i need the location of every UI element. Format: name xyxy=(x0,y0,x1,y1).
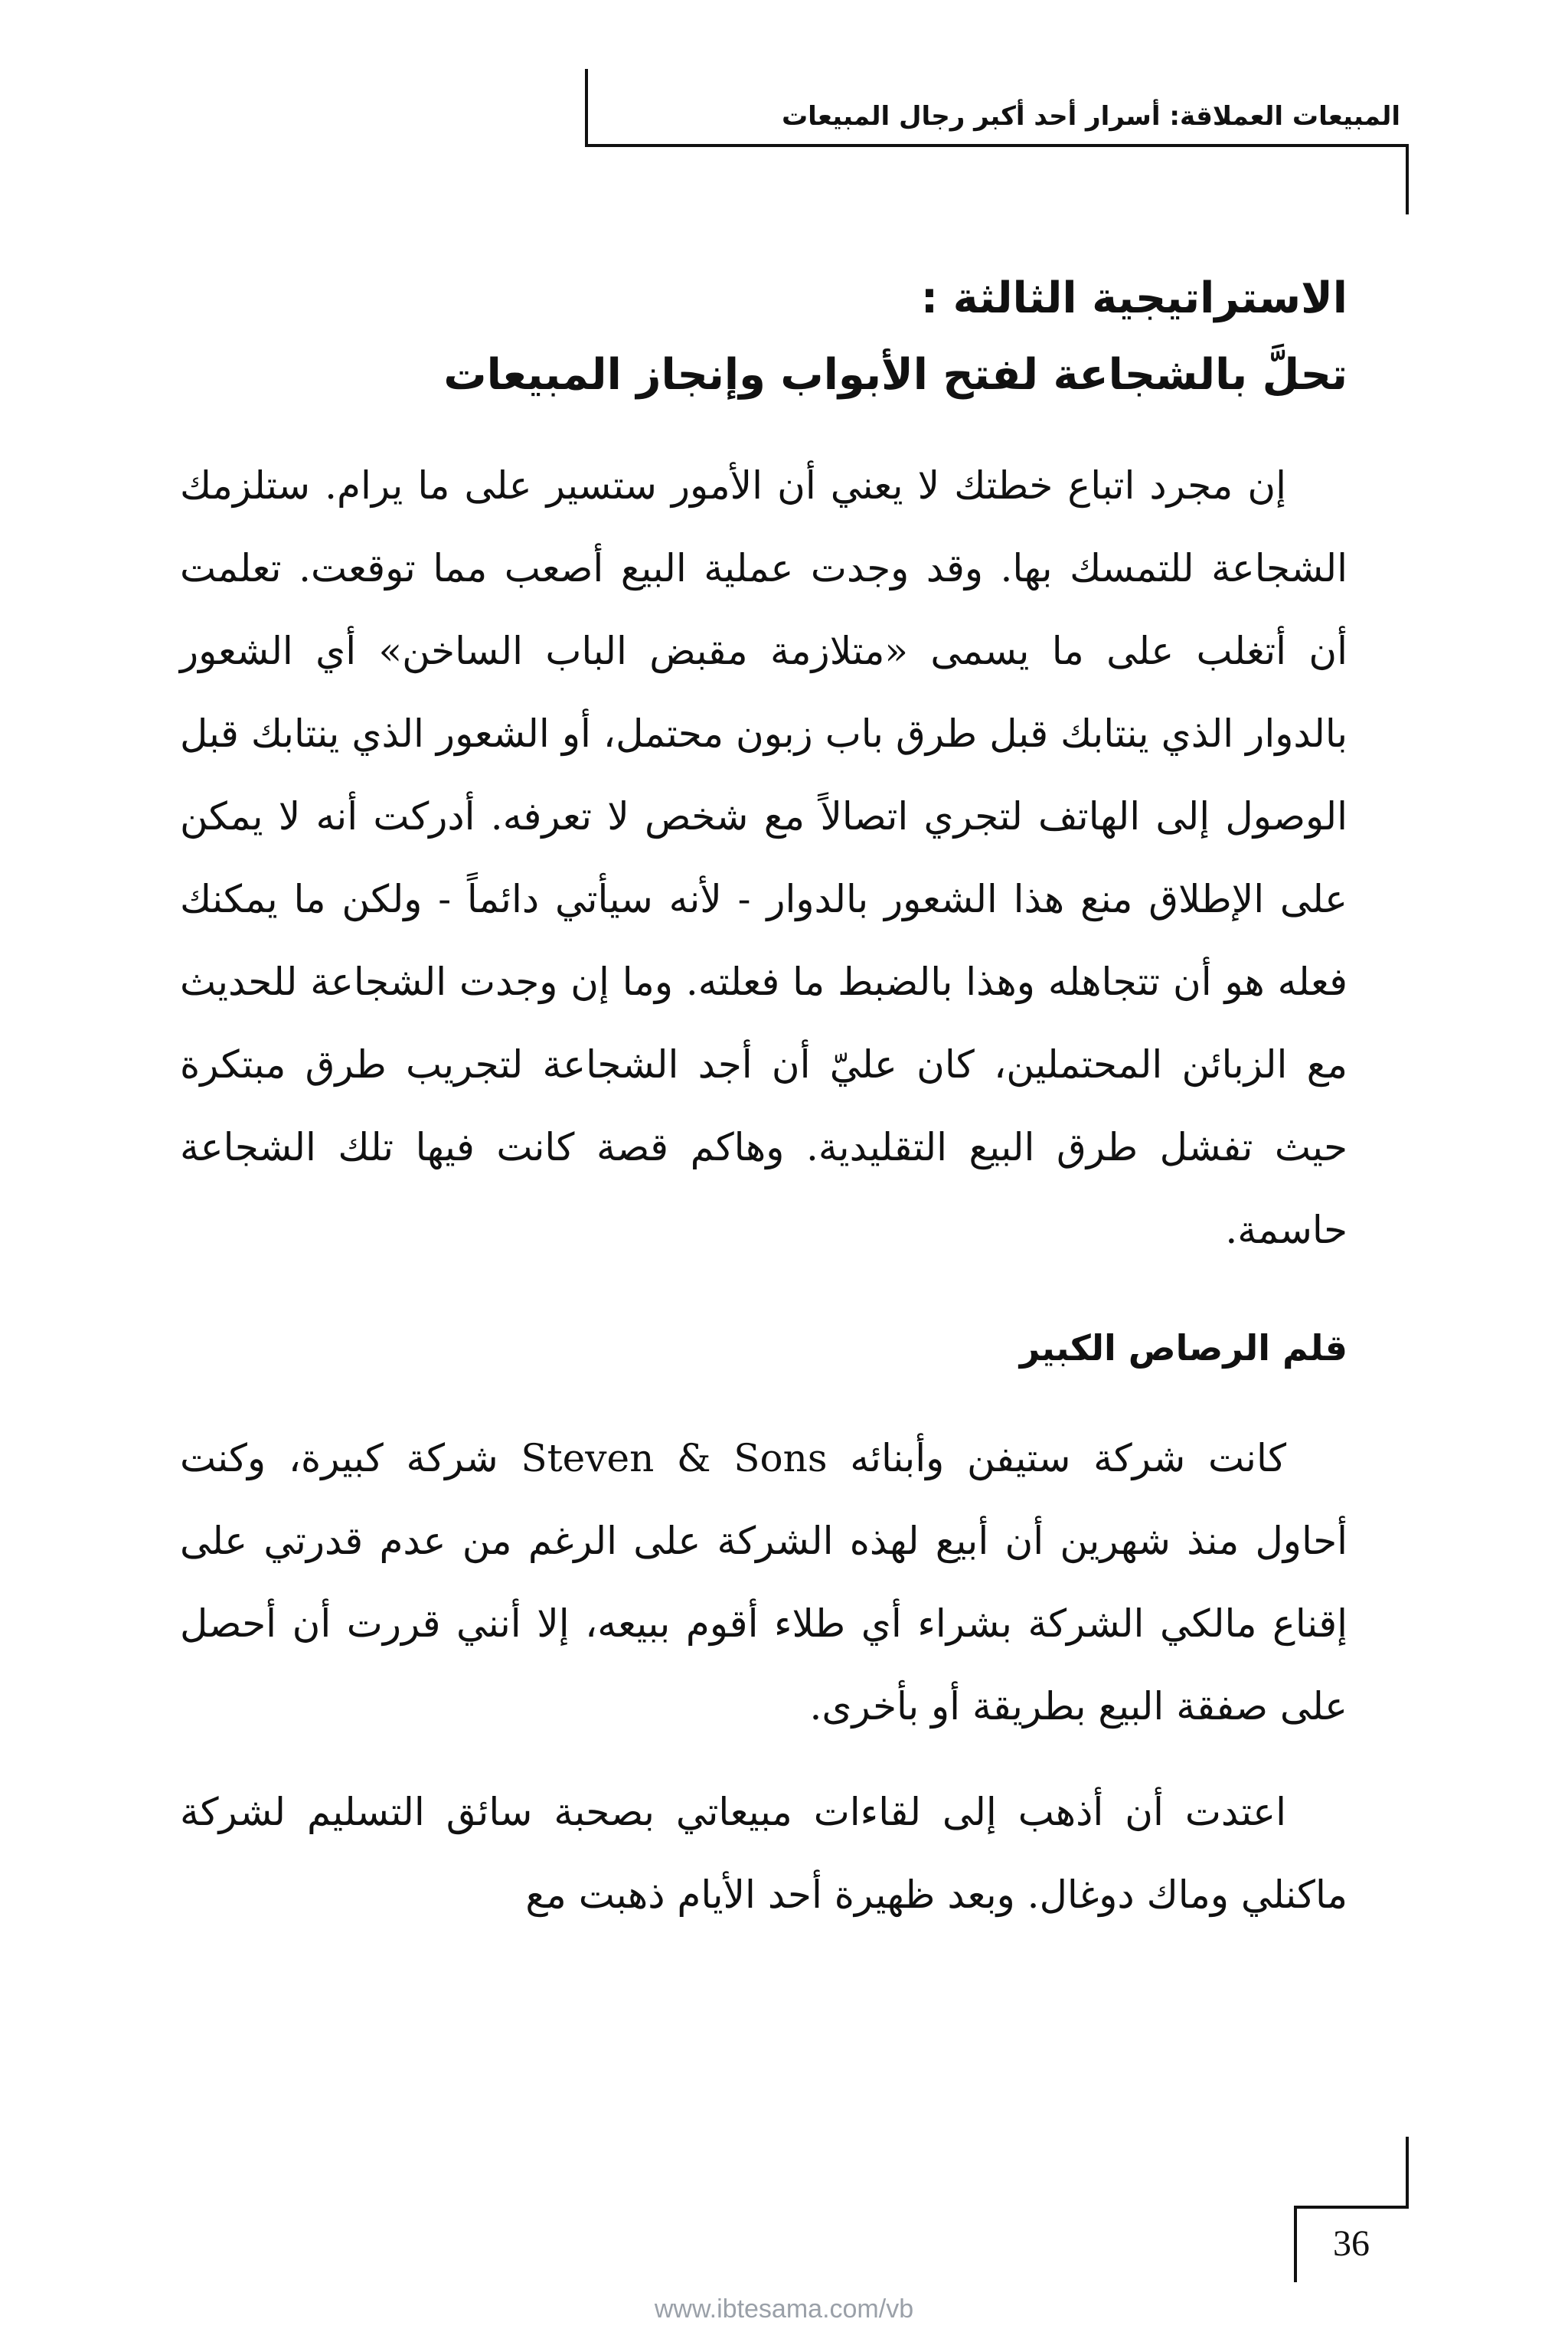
header-rule-right xyxy=(1406,144,1409,214)
section-heading: قلم الرصاص الكبير xyxy=(1019,1327,1348,1369)
page-number-rule-right xyxy=(1406,2137,1409,2209)
page-number-rule-left xyxy=(1294,2206,1297,2282)
running-header: المبيعات العملاقة: أسرار أحد أكبر رجال المبيعات xyxy=(782,101,1400,132)
header-rule-bottom xyxy=(585,144,1408,147)
page-content xyxy=(180,260,1348,1936)
paragraph-steven-sons: كانت شركة ستيفن وأبنائه Steven & Sons شركة كبيرة، وكنت أحاول منذ شهرين أن أبيع لهذه الشركة على الرغم من عدم قدرتي على إقناع مالكي الشركة بشراء أي طلاء أقوم ببيعه، إلا أنني قررت أن أحصل على صفقة البيع بطريقة أو بأخرى. xyxy=(180,1436,1348,1729)
paragraph-delivery-driver: اعتدت أن أذهب إلى لقاءات مبيعاتي بصحبة سائق التسليم لشركة ماكنلي وماك دوغال. وبعد ظهيرة أحد الأيام ذهبت مع xyxy=(180,1790,1348,1917)
page-number-rule-top xyxy=(1294,2206,1409,2209)
page-number: 36 xyxy=(1333,2223,1370,2264)
paragraph-intro: إن مجرد اتباع خطتك لا يعني أن الأمور ستسير على ما يرام. ستلزمك الشجاعة للتمسك بها. وقد وجدت عملية البيع أصعب مما توقعت. تعلمت أن أتغلب على ما يسمى «متلازمة مقبض الباب الساخن» أي الشعور بالدوار الذي ينتابك قبل طرق باب زبون محتمل، أو الشعور الذي ينتابك قبل الوصول إلى الهاتف لتجري اتصالاً مع شخص لا تعرفه. أدركت أنه لا يمكن على الإطلاق منع هذا الشعور بالدوار - لأنه سيأتي دائماً - ولكن ما يمكنك فعله هو أن تتجاهله وهذا بالضبط ما فعلته. وما إن وجدت الشجاعة للحديث مع الزبائن المحتملين، كان عليّ أن أجد الشجاعة لتجريب طرق مبتكرة حيث تفشل طرق البيع التقليدية. وهاكم قصة كانت فيها تلك الشجاعة حاسمة. xyxy=(180,463,1348,1252)
chapter-label: الاستراتيجية الثالثة : xyxy=(920,273,1348,323)
watermark-url: www.ibtesama.com/vb xyxy=(654,2294,914,2324)
chapter-title: تحلَّ بالشجاعة لفتح الأبواب وإنجاز المبيعات xyxy=(443,350,1348,400)
